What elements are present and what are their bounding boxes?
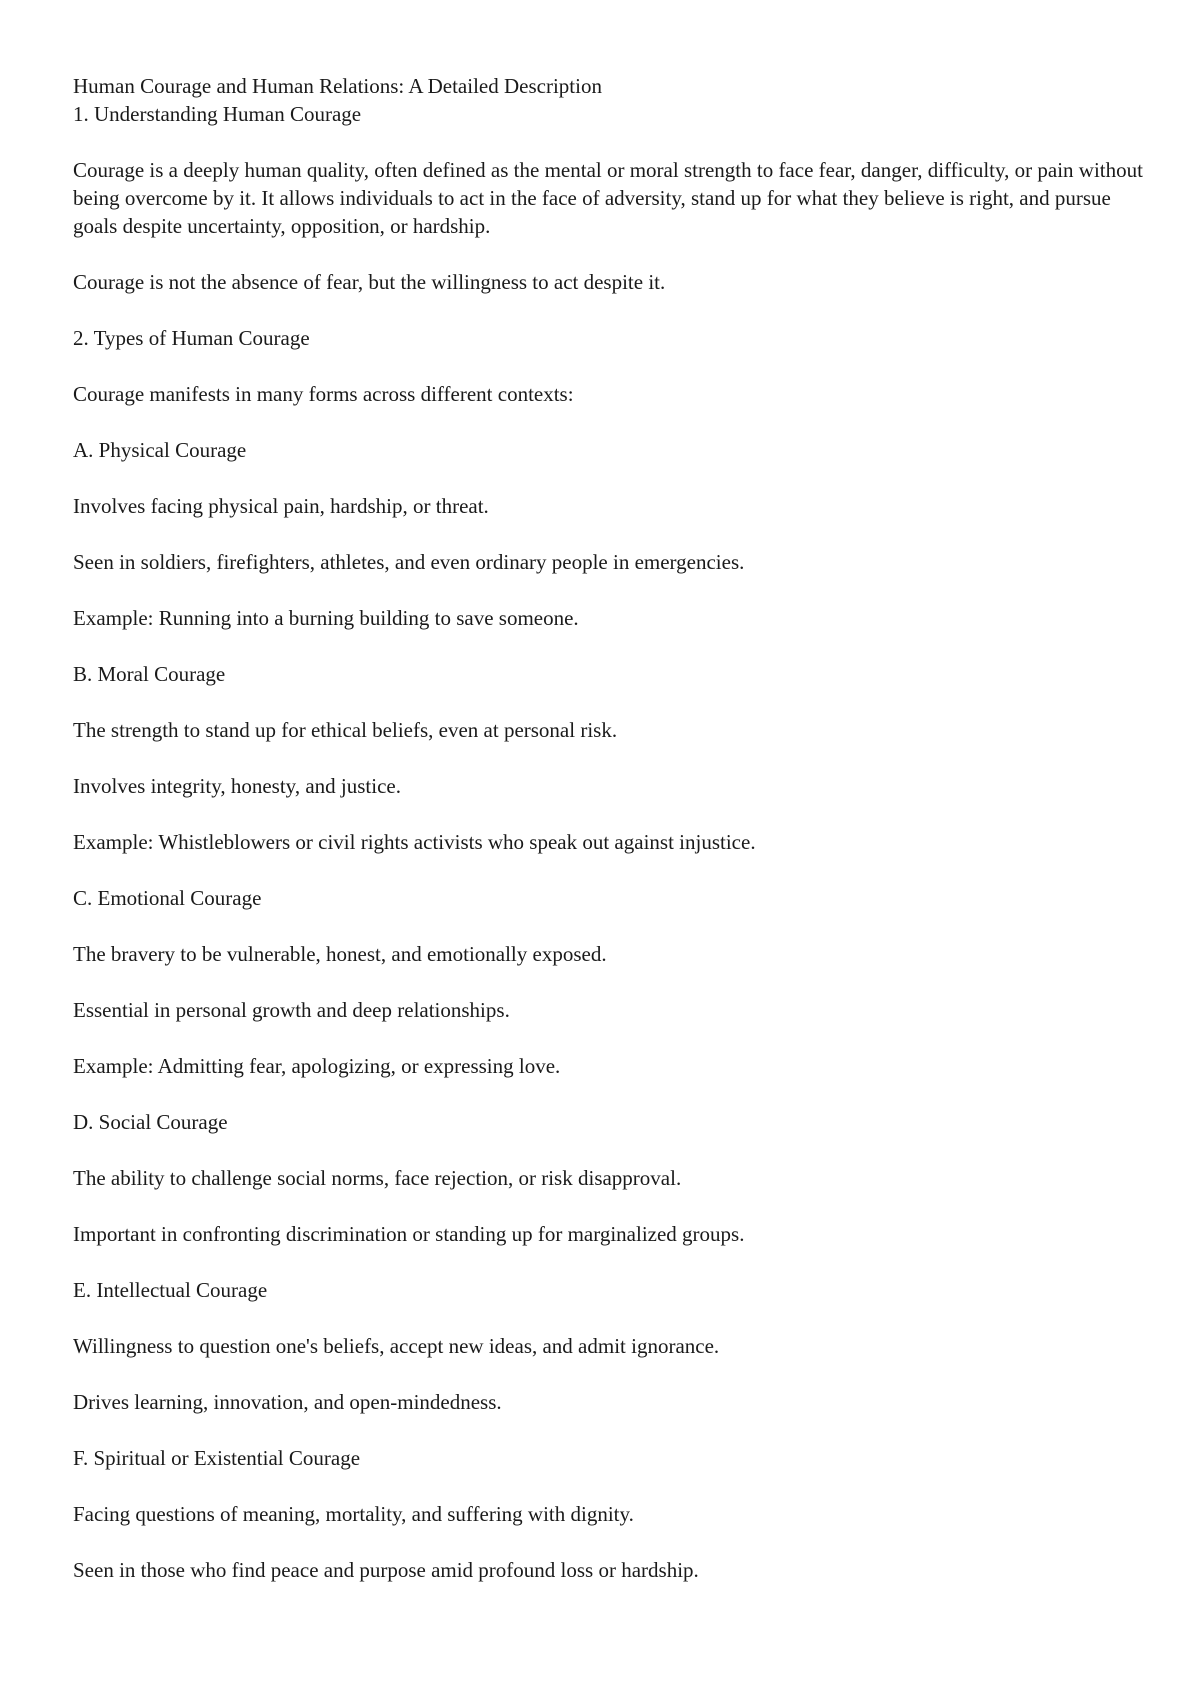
- section-2-heading: 2. Types of Human Courage: [73, 326, 310, 350]
- section-1-heading: 1. Understanding Human Courage: [73, 102, 362, 126]
- type-c-heading: C. Emotional Courage: [73, 886, 262, 910]
- type-d-line-2: Important in confronting discrimination or standing up for marginalized groups.: [73, 1222, 745, 1246]
- type-e-line-1: Willingness to question one's beliefs, accept new ideas, and admit ignorance.: [73, 1334, 720, 1358]
- type-c-line-3: Example: Admitting fear, apologizing, or expressing love.: [73, 1054, 561, 1078]
- type-b-heading: B. Moral Courage: [73, 662, 226, 686]
- type-d-heading: D. Social Courage: [73, 1110, 228, 1134]
- type-a-line-1: Involves facing physical pain, hardship, or threat.: [73, 494, 489, 518]
- type-f-line-1: Facing questions of meaning, mortality, and suffering with dignity.: [73, 1502, 634, 1526]
- document-title: Human Courage and Human Relations: A Detailed Description: [73, 74, 602, 98]
- type-a-heading: A. Physical Courage: [73, 438, 247, 462]
- type-e-heading: E. Intellectual Courage: [73, 1278, 268, 1302]
- type-a-line-3: Example: Running into a burning building to save someone.: [73, 606, 579, 630]
- section-1-paragraph-1: Courage is a deeply human quality, often defined as the mental or moral strength to face fear, danger, difficulty, or pain without being overcome by it. It allows individuals to act in the face of adversity, stand up for what they believe is right, and pursue goals despite uncertainty, opposition, or hardship.: [73, 158, 1143, 238]
- type-b-line-2: Involves integrity, honesty, and justice.: [73, 774, 401, 798]
- type-d-line-1: The ability to challenge social norms, face rejection, or risk disapproval.: [73, 1166, 682, 1190]
- section-2-intro: Courage manifests in many forms across different contexts:: [73, 382, 574, 406]
- type-f-heading: F. Spiritual or Existential Courage: [73, 1446, 361, 1470]
- type-b-line-1: The strength to stand up for ethical beliefs, even at personal risk.: [73, 718, 618, 742]
- section-1-paragraph-2: Courage is not the absence of fear, but the willingness to act despite it.: [73, 270, 666, 294]
- type-f-line-2: Seen in those who find peace and purpose amid profound loss or hardship.: [73, 1558, 699, 1582]
- type-e-line-2: Drives learning, innovation, and open-mindedness.: [73, 1390, 502, 1414]
- type-c-line-1: The bravery to be vulnerable, honest, and emotionally exposed.: [73, 942, 607, 966]
- type-b-line-3: Example: Whistleblowers or civil rights activists who speak out against injustice.: [73, 830, 756, 854]
- type-c-line-2: Essential in personal growth and deep relationships.: [73, 998, 510, 1022]
- type-a-line-2: Seen in soldiers, firefighters, athletes, and even ordinary people in emergencies.: [73, 550, 745, 574]
